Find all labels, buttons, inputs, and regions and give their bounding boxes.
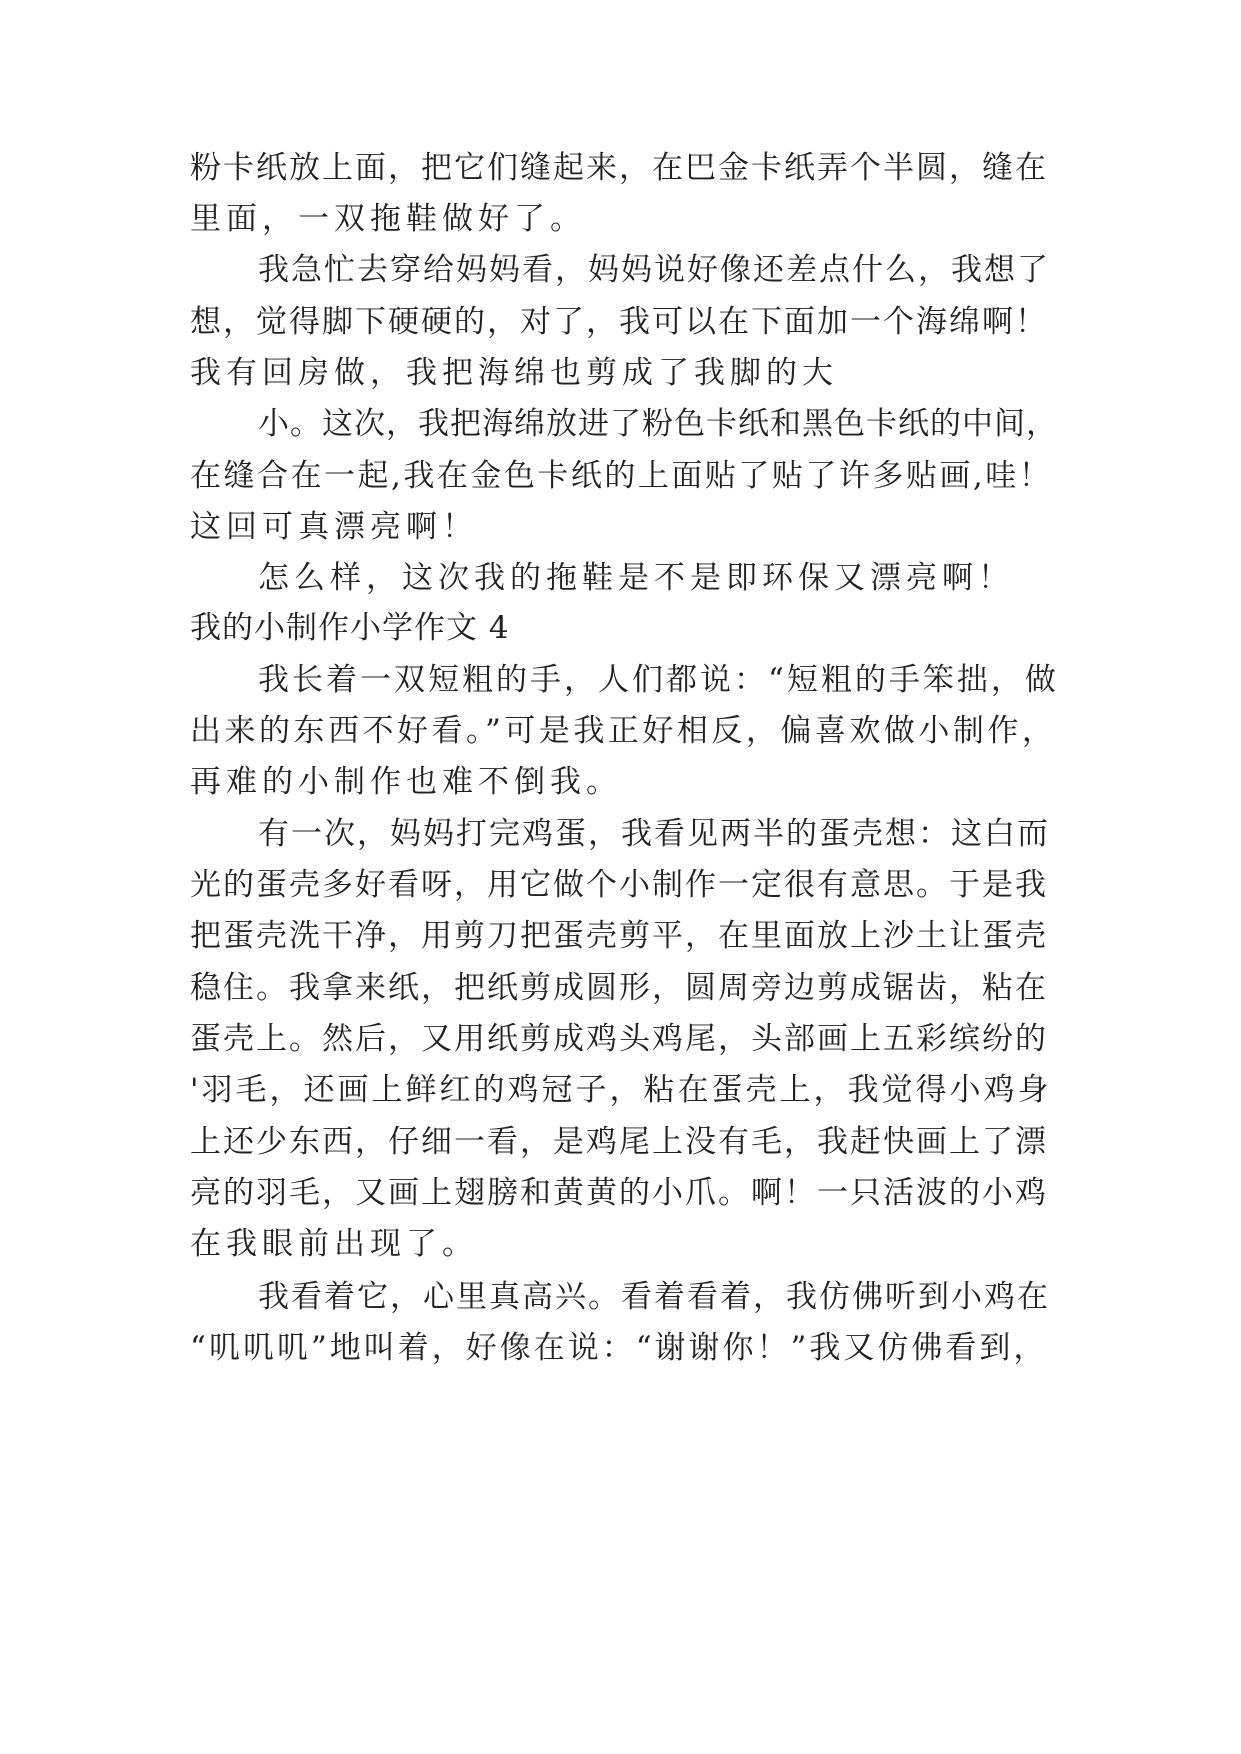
paragraph-first-line: 我看着它，心里真高兴。看着看着，我仿佛听到小鸡在 bbox=[258, 1279, 1050, 1315]
paragraph-first-line: 怎么样，这次我的拖鞋是不是即环保又漂亮啊！ bbox=[258, 560, 1014, 596]
text-line: 亮的羽毛，又画上翅膀和黄黄的小爪。啊！一只活波的小鸡 bbox=[190, 1175, 1048, 1211]
paragraph-first-line: 有一次，妈妈打完鸡蛋，我看见两半的蛋壳想：这白而 bbox=[258, 816, 1050, 852]
paragraph-first-line: 我长着一双短粗的手，人们都说：“短粗的手笨拙，做 bbox=[258, 662, 1059, 698]
text-line: '羽毛，还画上鲜红的鸡冠子，粘在蛋壳上，我觉得小鸡身 bbox=[190, 1072, 1052, 1108]
text-line: 在缝合在一起,我在金色卡纸的上面贴了贴了许多贴画,哇！ bbox=[190, 458, 1053, 494]
text-line: 出来的东西不好看。”可是我正好相反，偏喜欢做小制作， bbox=[190, 713, 1057, 749]
text-line: 蛋壳上。然后，又用纸剪成鸡头鸡尾，头部画上五彩缤纷的 bbox=[190, 1021, 1048, 1057]
paragraph-first-line: 小。这次，我把海绵放进了粉色卡纸和黑色卡纸的中间， bbox=[258, 406, 1058, 442]
text-line: 想，觉得脚下硬硬的，对了，我可以在下面加一个海绵啊！ bbox=[190, 304, 1048, 340]
text-line: 里面，一双拖鞋做好了。 bbox=[190, 201, 586, 237]
text-line: 把蛋壳洗干净，用剪刀把蛋壳剪平，在里面放上沙土让蛋壳 bbox=[190, 918, 1048, 954]
text-line: 上还少东西，仔细一看，是鸡尾上没有毛，我赶快画上了漂 bbox=[190, 1124, 1048, 1160]
section-heading: 我的小制作小学作文 4 bbox=[190, 610, 510, 646]
text-line: 在我眼前出现了。 bbox=[190, 1226, 478, 1262]
text-line: “叽叽叽”地叫着，好像在说：“谢谢你！”我又仿佛看到， bbox=[190, 1330, 1048, 1366]
text-line: 光的蛋壳多好看呀，用它做个小制作一定很有意思。于是我 bbox=[190, 867, 1048, 903]
text-line: 粉卡纸放上面，把它们缝起来，在巴金卡纸弄个半圆，缝在 bbox=[190, 150, 1048, 186]
text-line: 稳住。我拿来纸，把纸剪成圆形，圆周旁边剪成锯齿，粘在 bbox=[190, 970, 1048, 1006]
text-line: 我有回房做，我把海绵也剪成了我脚的大 bbox=[190, 355, 838, 391]
paragraph-first-line: 我急忙去穿给妈妈看，妈妈说好像还差点什么，我想了 bbox=[258, 252, 1050, 288]
text-line: 这回可真漂亮啊！ bbox=[190, 509, 478, 545]
text-line: 再难的小制作也难不倒我。 bbox=[190, 764, 622, 800]
